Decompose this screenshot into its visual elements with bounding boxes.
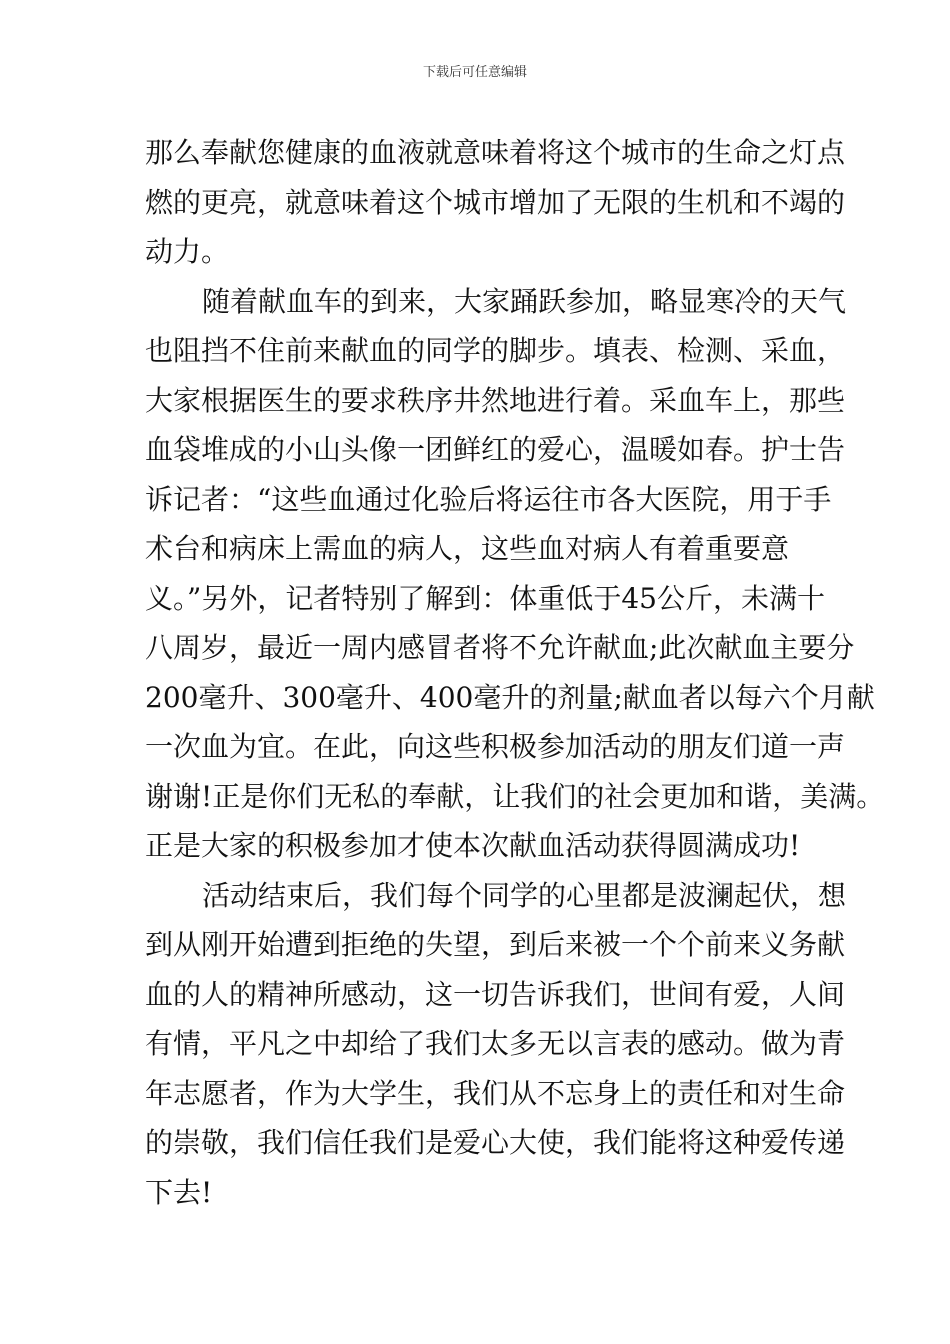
- text-line: 谢谢!正是你们无私的奉献，让我们的社会更加和谐，美满。: [145, 779, 885, 813]
- text-line: 动力。: [145, 235, 230, 268]
- page-header: 下载后可任意编辑: [422, 65, 527, 80]
- text-line: 随着献血车的到来，大家踊跃参加，略显寒冷的天气: [202, 284, 847, 318]
- text-line: 燃的更亮，就意味着这个城市增加了无限的生机和不竭的: [145, 185, 846, 219]
- text-line: 正是大家的积极参加才使本次献血活动获得圆满成功!: [145, 829, 801, 862]
- text-line: 200毫升、300毫升、400毫升的剂量;献血者以每六个月献: [145, 680, 875, 714]
- text-line: 术台和病床上需血的病人，这些血对病人有着重要意: [145, 532, 790, 565]
- text-line: 血袋堆成的小山头像一团鲜红的爱心，温暖如春。护士告: [145, 433, 846, 466]
- text-line: 义。”另外，记者特别了解到：体重低于45公斤，未满十: [145, 581, 825, 615]
- text-line: 的崇敬，我们信任我们是爱心大使，我们能将这种爱传递: [145, 1126, 846, 1159]
- text-line: 八周岁，最近一周内感冒者将不允许献血;此次献血主要分: [145, 631, 855, 664]
- text-line: 有情，平凡之中却给了我们太多无以言表的感动。做为青: [145, 1027, 846, 1060]
- paragraph-3: [145, 871, 847, 1218]
- text-line: 大家根据医生的要求秩序井然地进行着。采血车上，那些: [145, 383, 846, 417]
- text-line: 到从刚开始遭到拒绝的失望，到后来被一个个前来义务献: [145, 928, 846, 961]
- text-line: 活动结束后，我们每个同学的心里都是波澜起伏，想: [202, 878, 847, 912]
- text-line: 也阻挡不住前来献血的同学的脚步。填表、检测、采血，: [145, 334, 846, 367]
- text-line: 年志愿者，作为大学生，我们从不忘身上的责任和对生命: [145, 1076, 846, 1110]
- paragraph-1: [145, 128, 846, 277]
- text-line: 诉记者：“这些血通过化验后将运往市各大医院，用于手: [145, 482, 832, 516]
- text-line: 血的人的精神所感动，这一切告诉我们，世间有爱，人间: [145, 977, 846, 1011]
- paragraph-2: [145, 277, 885, 871]
- text-line: 一次血为宜。在此，向这些积极参加活动的朋友们道一声: [145, 730, 846, 763]
- document-body: [145, 128, 885, 1217]
- text-line: 下去!: [145, 1175, 213, 1209]
- text-line: 那么奉献您健康的血液就意味着将这个城市的生命之灯点: [145, 136, 846, 169]
